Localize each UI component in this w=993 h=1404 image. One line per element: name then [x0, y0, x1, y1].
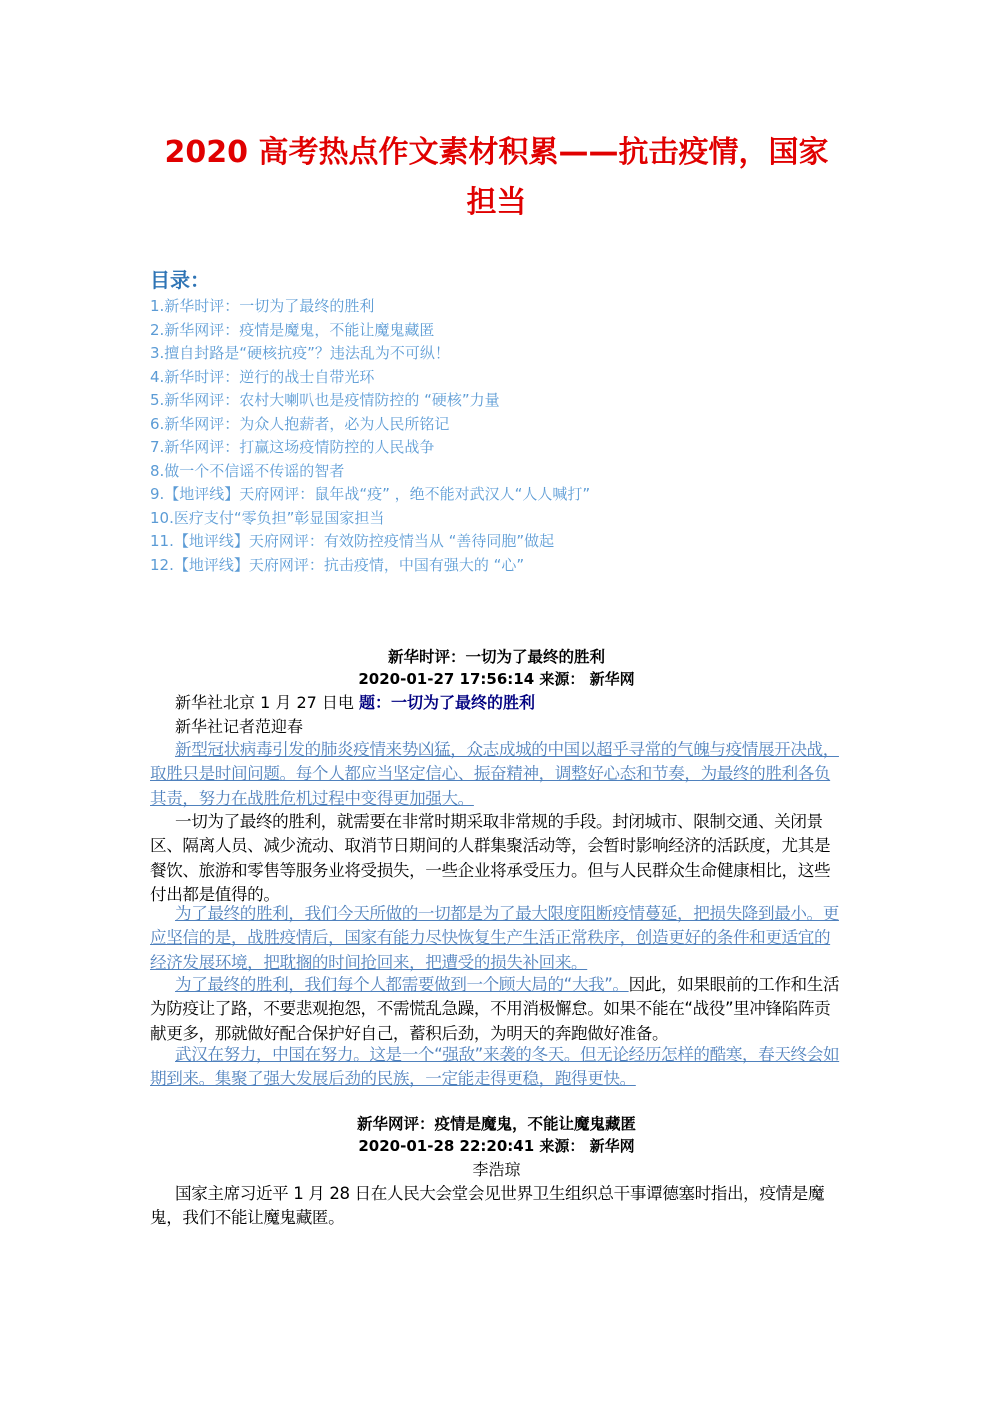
table-of-contents: [150, 295, 850, 577]
toc-item[interactable]: 10.医疗支付“零负担”彰显国家担当: [150, 508, 385, 527]
article-1-paragraph-2: 一切为了最终的胜利，就需要在非常时期采取非常规的手段。封闭城市、限制交通、关闭景区、隔离人员、减少流动、取消节日期间的人群集聚活动等，会暂时影响经济的活跃度，尤其是餐饮、旅游和零售等服务业将受损失，一些企业将承受压力。但与人民群众生命健康相比，这些付出都是值得的。: [150, 812, 831, 904]
article-1-dateline-line: [175, 691, 535, 715]
toc-item[interactable]: 5.新华网评：农村大喇叭也是疫情防控的 “硬核”力量: [150, 391, 500, 409]
toc-item[interactable]: 9.【地评线】天府网评：鼠年战“疫” ，绝不能对武汉人“人人喊打”: [150, 485, 591, 503]
toc-item[interactable]: 6.新华网评：为众人抱薪者，必为人民所铭记: [150, 414, 450, 433]
toc-item[interactable]: 2.新华网评：疫情是魔鬼，不能让魔鬼藏匿: [150, 320, 435, 339]
article-1-title: 新华时评：一切为了最终的胜利: [387, 647, 605, 666]
article-1-meta: 2020-01-27 17:56:14 来源： 新华网: [358, 670, 635, 688]
article-1-paragraph-5[interactable]: 武汉在努力，中国在努力。这是一个“强敌”来袭的冬天。但无论经历怎样的酷寒，春天终会如期到来。集聚了强大发展后劲的民族，一定能走得更稳，跑得更快。: [150, 1045, 840, 1089]
article-1-paragraph-4-rest: 因此，如果眼前的工作和生活为防疫让了路，不要悲观抱怨，不需慌乱急躁，不用消极懈怠。如果不能在“战役”里冲锋陷阵贡献更多，那就做好配合保护好自己，蓄积后劲，为明天的奔跑做好准备。: [150, 975, 840, 1043]
toc-item[interactable]: 8.做一个不信谣不传谣的智者: [150, 461, 345, 480]
toc-item[interactable]: 4.新华时评：逆行的战士自带光环: [150, 367, 375, 386]
article-1-paragraph-1[interactable]: 新型冠状病毒引发的肺炎疫情来势凶猛，众志成城的中国以超乎寻常的气魄与疫情展开决战，取胜只是时间问题。每个人都应当坚定信心、振奋精神，调整好心态和节奏，为最终的胜利各负其责，努力在战胜危机过程中变得更加强大。: [150, 740, 839, 808]
toc-item[interactable]: 3.擅自封路是“硬核抗疫”？违法乱为不可纵！: [150, 344, 450, 362]
toc-item[interactable]: 12.【地评线】天府网评：抗击疫情，中国有强大的 “心”: [150, 555, 525, 574]
toc-item[interactable]: 1.新华时评：一切为了最终的胜利: [150, 297, 375, 315]
toc-item[interactable]: 11.【地评线】天府网评：有效防控疫情当从 “善待同胞”做起: [150, 532, 555, 550]
article-2-paragraph-1: 国家主席习近平 1 月 28 日在人民大会堂会见世界卫生组织总干事谭德塞时指出，疫情是魔鬼，我们不能让魔鬼藏匿。: [150, 1184, 825, 1228]
article-1-headline: 题：一切为了最终的胜利: [358, 693, 535, 712]
article-1-byline: 新华社记者范迎春: [175, 717, 304, 736]
article-1-paragraph-4-link[interactable]: 为了最终的胜利，我们每个人都需要做到一个顾大局的“大我”。: [175, 975, 629, 994]
toc-heading: 目录：: [150, 268, 210, 292]
article-2-author: 李浩琼: [472, 1160, 521, 1179]
toc-item[interactable]: 7.新华网评：打赢这场疫情防控的人民战争: [150, 438, 435, 456]
document-title: 2020 高考热点作文素材积累——抗击疫情，国家担当: [164, 135, 829, 220]
article-2-title: 新华网评：疫情是魔鬼，不能让魔鬼藏匿: [356, 1114, 636, 1133]
article-1-paragraph-4-text: [150, 973, 843, 1046]
article-1-paragraph-3[interactable]: 为了最终的胜利，我们今天所做的一切都是为了最大限度阻断疫情蔓延，把损失降到最小。更应坚信的是，战胜疫情后，国家有能力尽快恢复生产生活正常秩序，创造更好的条件和更适宜的经济发展环境，把耽搁的时间抢回来，把遭受的损失补回来。: [150, 904, 839, 972]
article-2-meta: 2020-01-28 22:20:41 来源： 新华网: [358, 1137, 635, 1155]
article-1-dateline: 新华社北京 1 月 27 日电: [175, 693, 359, 712]
